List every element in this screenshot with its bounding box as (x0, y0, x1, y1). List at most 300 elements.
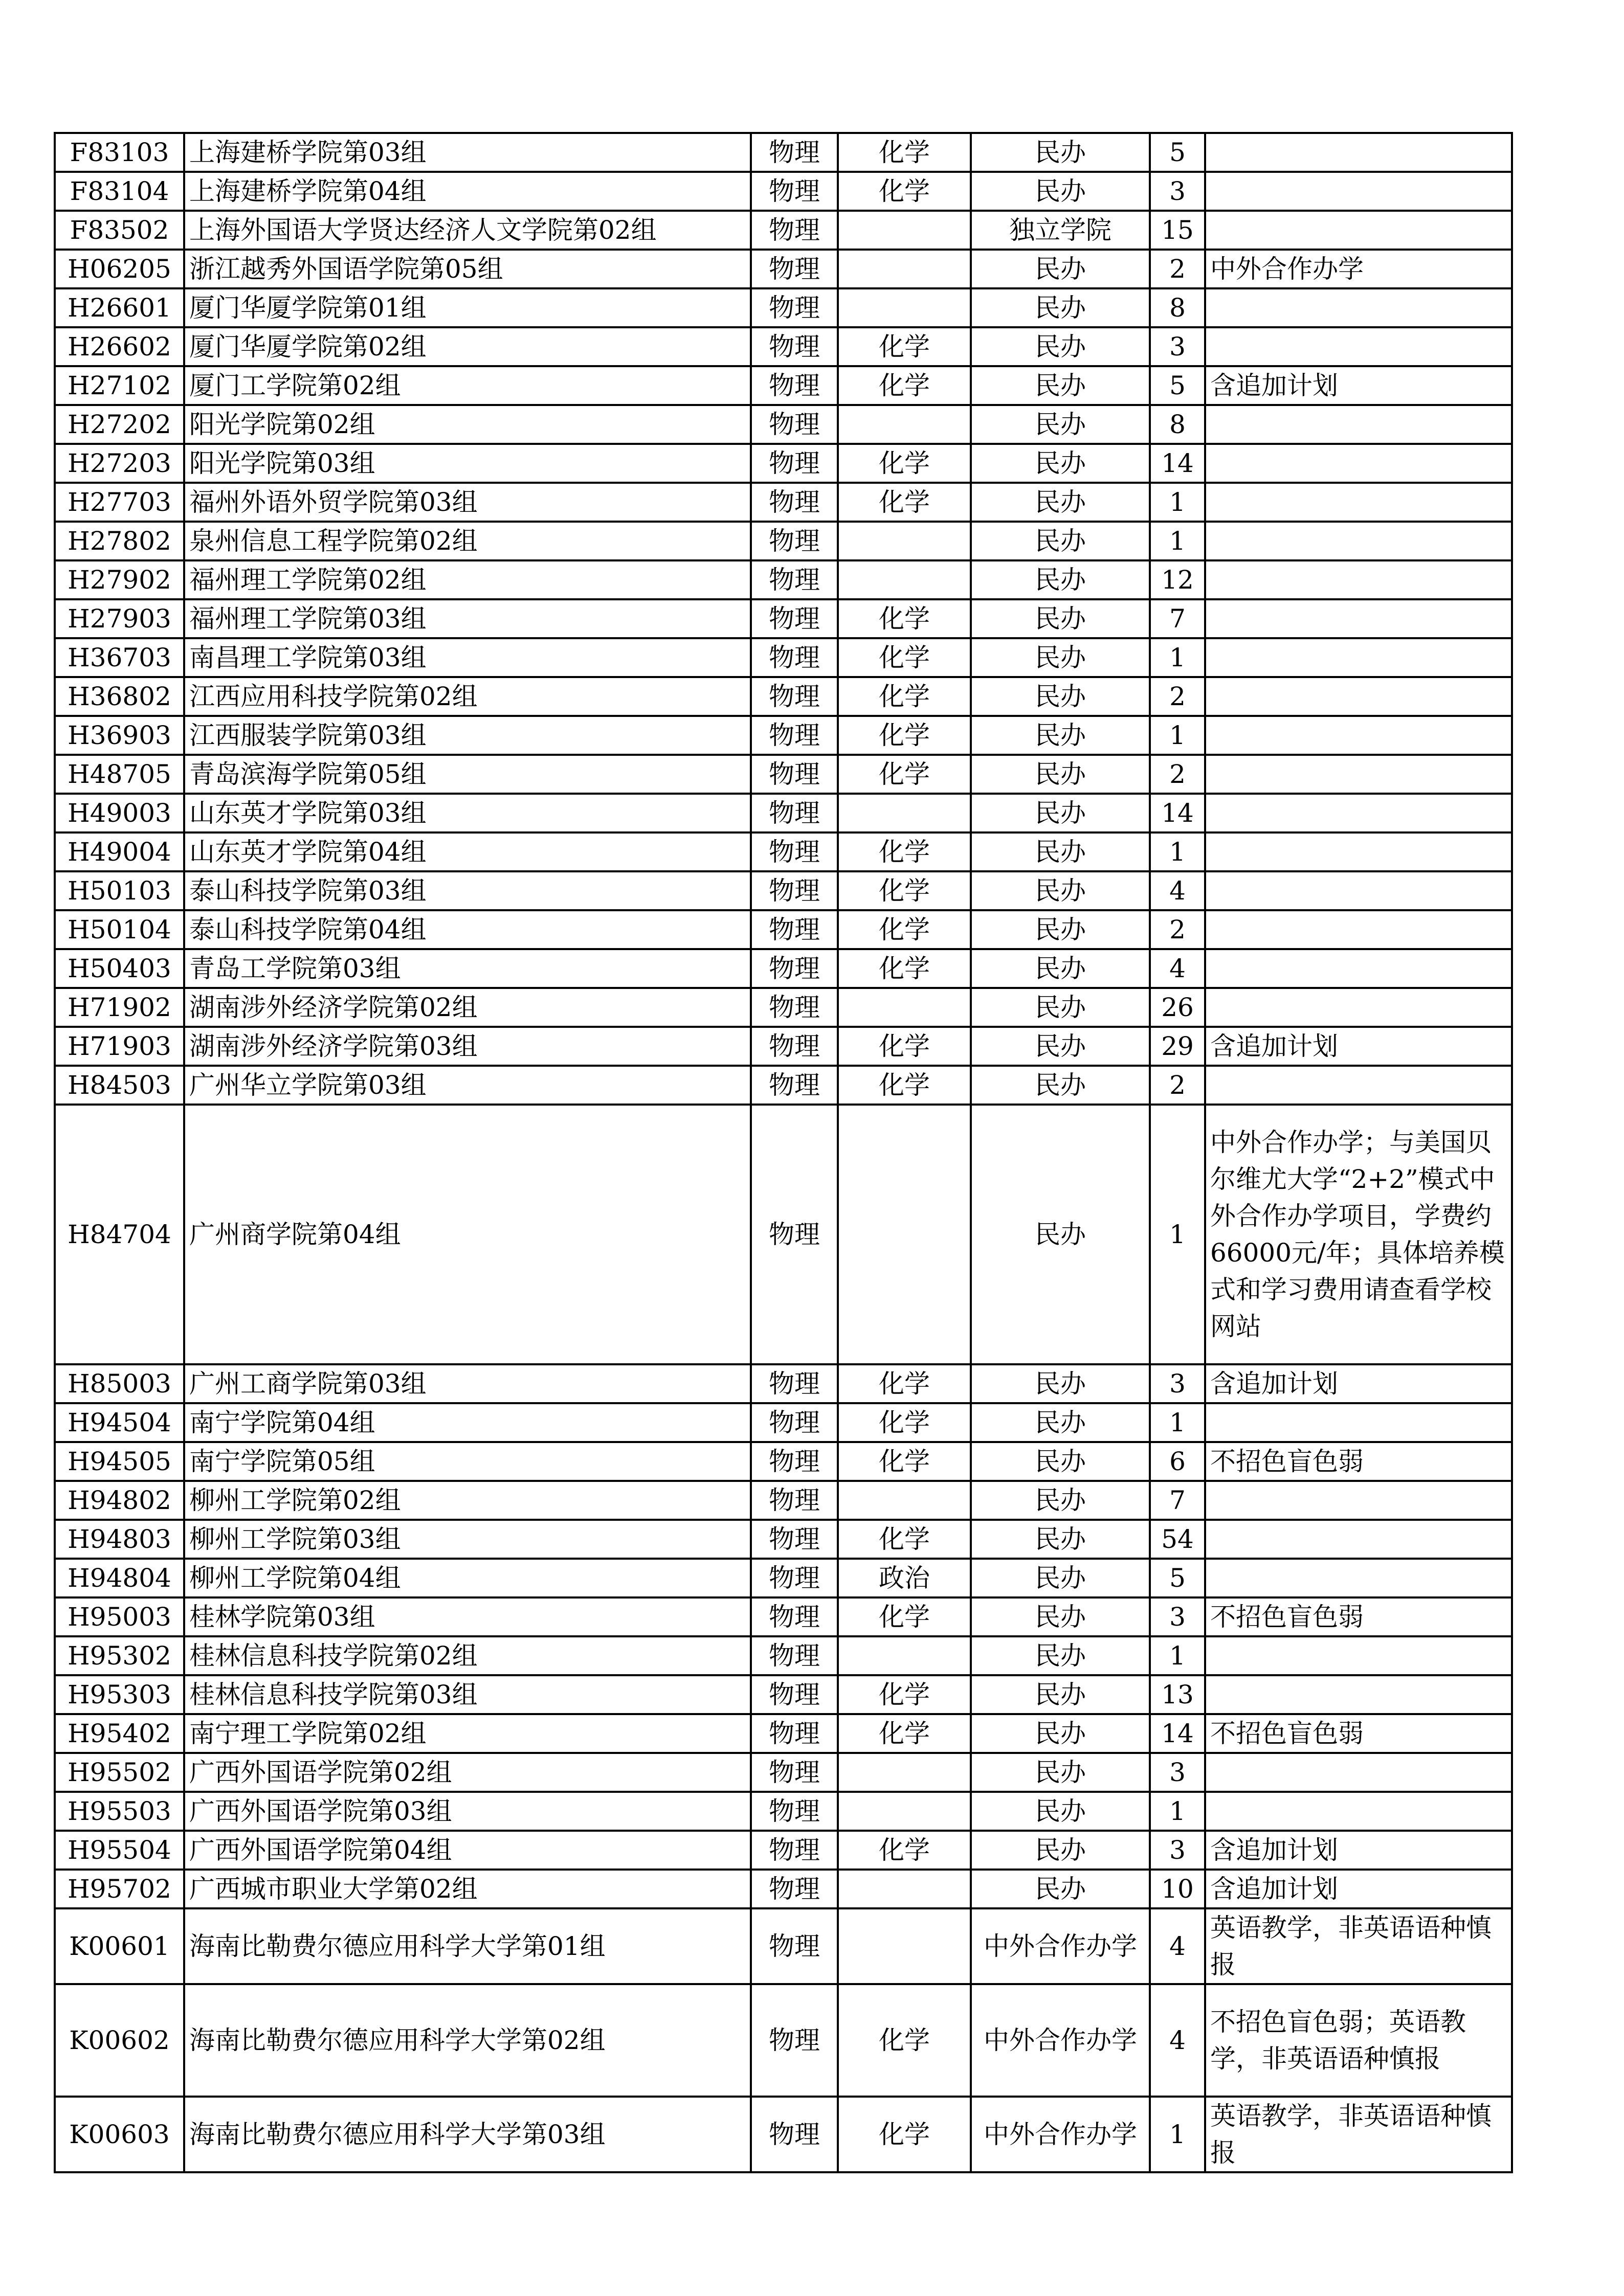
secondary-subject-cell: 化学 (838, 1597, 971, 1636)
plan-count-cell: 8 (1150, 405, 1205, 444)
school-type-cell: 民办 (971, 677, 1150, 716)
school-group-name-cell: 浙江越秀外国语学院第05组 (184, 250, 751, 288)
secondary-subject-cell: 化学 (838, 910, 971, 949)
secondary-subject-cell (838, 1636, 971, 1675)
school-type-cell: 民办 (971, 910, 1150, 949)
school-type-cell: 中外合作办学 (971, 1908, 1150, 1984)
table-row (55, 1559, 1512, 1597)
school-code-cell: H27102 (55, 366, 184, 405)
school-code-cell: H71902 (55, 988, 184, 1027)
plan-count-cell: 14 (1150, 794, 1205, 832)
secondary-subject-cell (838, 1870, 971, 1908)
school-code-cell: H95503 (55, 1792, 184, 1831)
secondary-subject-cell (838, 250, 971, 288)
secondary-subject-cell (838, 794, 971, 832)
table-row (55, 211, 1512, 250)
table-body (55, 133, 1512, 2172)
primary-subject-cell: 物理 (751, 560, 838, 599)
remarks-cell (1205, 755, 1512, 794)
school-group-name-cell: 青岛滨海学院第05组 (184, 755, 751, 794)
secondary-subject-cell: 化学 (838, 133, 971, 172)
secondary-subject-cell: 化学 (838, 366, 971, 405)
remarks-cell: 不招色盲色弱 (1205, 1442, 1512, 1481)
school-group-name-cell: 桂林学院第03组 (184, 1597, 751, 1636)
school-type-cell: 民办 (971, 1559, 1150, 1597)
school-group-name-cell: 南宁学院第05组 (184, 1442, 751, 1481)
school-type-cell: 民办 (971, 1675, 1150, 1714)
plan-count-cell: 1 (1150, 2097, 1205, 2172)
secondary-subject-cell (838, 560, 971, 599)
school-code-cell: F83103 (55, 133, 184, 172)
secondary-subject-cell: 化学 (838, 2097, 971, 2172)
enrollment-plan-table (54, 132, 1513, 2173)
secondary-subject-cell: 化学 (838, 1520, 971, 1559)
primary-subject-cell: 物理 (751, 250, 838, 288)
secondary-subject-cell: 化学 (838, 949, 971, 988)
table-row (55, 444, 1512, 483)
remarks-cell (1205, 327, 1512, 366)
table-row (55, 755, 1512, 794)
plan-count-cell: 2 (1150, 1066, 1205, 1105)
plan-count-cell: 10 (1150, 1870, 1205, 1908)
secondary-subject-cell: 化学 (838, 172, 971, 211)
table-row (55, 1403, 1512, 1442)
school-code-cell: H48705 (55, 755, 184, 794)
primary-subject-cell: 物理 (751, 1364, 838, 1403)
primary-subject-cell: 物理 (751, 522, 838, 560)
school-type-cell: 中外合作办学 (971, 1984, 1150, 2097)
primary-subject-cell: 物理 (751, 1675, 838, 1714)
school-code-cell: H94504 (55, 1403, 184, 1442)
primary-subject-cell: 物理 (751, 327, 838, 366)
school-group-name-cell: 海南比勒费尔德应用科学大学第03组 (184, 2097, 751, 2172)
primary-subject-cell: 物理 (751, 910, 838, 949)
plan-count-cell: 1 (1150, 1403, 1205, 1442)
plan-count-cell: 5 (1150, 1559, 1205, 1597)
school-group-name-cell: 山东英才学院第04组 (184, 832, 751, 871)
school-code-cell: H94804 (55, 1559, 184, 1597)
school-group-name-cell: 南昌理工学院第03组 (184, 638, 751, 677)
plan-count-cell: 5 (1150, 366, 1205, 405)
remarks-cell (1205, 1792, 1512, 1831)
school-code-cell: K00601 (55, 1908, 184, 1984)
school-type-cell: 民办 (971, 1792, 1150, 1831)
school-group-name-cell: 柳州工学院第04组 (184, 1559, 751, 1597)
school-code-cell: F83502 (55, 211, 184, 250)
school-group-name-cell: 泰山科技学院第04组 (184, 910, 751, 949)
school-group-name-cell: 阳光学院第03组 (184, 444, 751, 483)
secondary-subject-cell: 化学 (838, 638, 971, 677)
plan-count-cell: 1 (1150, 716, 1205, 755)
school-code-cell: H49003 (55, 794, 184, 832)
table-row (55, 1442, 1512, 1481)
table-row (55, 949, 1512, 988)
school-type-cell: 民办 (971, 1105, 1150, 1364)
plan-count-cell: 4 (1150, 1984, 1205, 2097)
secondary-subject-cell (838, 1792, 971, 1831)
plan-count-cell: 14 (1150, 1714, 1205, 1753)
plan-count-cell: 3 (1150, 1831, 1205, 1870)
table-row (55, 405, 1512, 444)
school-type-cell: 民办 (971, 327, 1150, 366)
school-group-name-cell: 青岛工学院第03组 (184, 949, 751, 988)
school-group-name-cell: 广西外国语学院第03组 (184, 1792, 751, 1831)
table-row (55, 1675, 1512, 1714)
plan-count-cell: 2 (1150, 250, 1205, 288)
school-type-cell: 民办 (971, 133, 1150, 172)
plan-count-cell: 29 (1150, 1027, 1205, 1066)
secondary-subject-cell: 化学 (838, 1675, 971, 1714)
secondary-subject-cell: 化学 (838, 755, 971, 794)
plan-count-cell: 1 (1150, 483, 1205, 522)
primary-subject-cell: 物理 (751, 1908, 838, 1984)
table-row (55, 832, 1512, 871)
primary-subject-cell: 物理 (751, 949, 838, 988)
table-row (55, 327, 1512, 366)
primary-subject-cell: 物理 (751, 1403, 838, 1442)
secondary-subject-cell: 化学 (838, 677, 971, 716)
school-type-cell: 民办 (971, 366, 1150, 405)
secondary-subject-cell: 化学 (838, 1027, 971, 1066)
school-group-name-cell: 广西外国语学院第02组 (184, 1753, 751, 1792)
table-row (55, 1364, 1512, 1403)
primary-subject-cell: 物理 (751, 871, 838, 910)
primary-subject-cell: 物理 (751, 1831, 838, 1870)
school-group-name-cell: 福州外语外贸学院第03组 (184, 483, 751, 522)
primary-subject-cell: 物理 (751, 1870, 838, 1908)
school-group-name-cell: 湖南涉外经济学院第02组 (184, 988, 751, 1027)
school-type-cell: 民办 (971, 755, 1150, 794)
school-group-name-cell: 阳光学院第02组 (184, 405, 751, 444)
school-code-cell: H85003 (55, 1364, 184, 1403)
secondary-subject-cell (838, 1753, 971, 1792)
school-group-name-cell: 柳州工学院第03组 (184, 1520, 751, 1559)
school-type-cell: 民办 (971, 560, 1150, 599)
plan-count-cell: 15 (1150, 211, 1205, 250)
table-row (55, 1597, 1512, 1636)
school-type-cell: 民办 (971, 405, 1150, 444)
remarks-cell: 含追加计划 (1205, 1831, 1512, 1870)
plan-count-cell: 4 (1150, 871, 1205, 910)
remarks-cell (1205, 949, 1512, 988)
secondary-subject-cell: 化学 (838, 327, 971, 366)
school-type-cell: 民办 (971, 288, 1150, 327)
primary-subject-cell: 物理 (751, 444, 838, 483)
primary-subject-cell: 物理 (751, 1636, 838, 1675)
secondary-subject-cell: 化学 (838, 1364, 971, 1403)
remarks-cell (1205, 1753, 1512, 1792)
table-row (55, 172, 1512, 211)
primary-subject-cell: 物理 (751, 211, 838, 250)
school-code-cell: H95402 (55, 1714, 184, 1753)
school-group-name-cell: 海南比勒费尔德应用科学大学第02组 (184, 1984, 751, 2097)
plan-count-cell: 1 (1150, 1636, 1205, 1675)
school-group-name-cell: 厦门华厦学院第01组 (184, 288, 751, 327)
school-type-cell: 民办 (971, 871, 1150, 910)
school-group-name-cell: 桂林信息科技学院第03组 (184, 1675, 751, 1714)
school-group-name-cell: 福州理工学院第02组 (184, 560, 751, 599)
table-row (55, 1831, 1512, 1870)
school-type-cell: 民办 (971, 1870, 1150, 1908)
primary-subject-cell: 物理 (751, 1520, 838, 1559)
plan-count-cell: 7 (1150, 599, 1205, 638)
school-group-name-cell: 福州理工学院第03组 (184, 599, 751, 638)
school-code-cell: F83104 (55, 172, 184, 211)
secondary-subject-cell: 化学 (838, 1984, 971, 2097)
table-row (55, 133, 1512, 172)
remarks-cell (1205, 1520, 1512, 1559)
secondary-subject-cell (838, 288, 971, 327)
school-group-name-cell: 江西服装学院第03组 (184, 716, 751, 755)
remarks-cell (1205, 1559, 1512, 1597)
remarks-cell: 不招色盲色弱 (1205, 1714, 1512, 1753)
table-row (55, 910, 1512, 949)
school-code-cell: H50104 (55, 910, 184, 949)
school-group-name-cell: 桂林信息科技学院第02组 (184, 1636, 751, 1675)
remarks-cell (1205, 716, 1512, 755)
remarks-cell: 不招色盲色弱；英语教学，非英语语种慎报 (1205, 1984, 1512, 2097)
secondary-subject-cell (838, 405, 971, 444)
remarks-cell (1205, 910, 1512, 949)
primary-subject-cell: 物理 (751, 794, 838, 832)
table-row (55, 250, 1512, 288)
table-row (55, 1481, 1512, 1520)
school-group-name-cell: 广西外国语学院第04组 (184, 1831, 751, 1870)
remarks-cell (1205, 211, 1512, 250)
remarks-cell (1205, 1066, 1512, 1105)
remarks-cell (1205, 522, 1512, 560)
school-code-cell: H50403 (55, 949, 184, 988)
school-code-cell: H36802 (55, 677, 184, 716)
secondary-subject-cell: 化学 (838, 871, 971, 910)
secondary-subject-cell: 化学 (838, 1714, 971, 1753)
school-code-cell: H84503 (55, 1066, 184, 1105)
school-code-cell: H27202 (55, 405, 184, 444)
table-row (55, 288, 1512, 327)
school-group-name-cell: 广州华立学院第03组 (184, 1066, 751, 1105)
plan-count-cell: 1 (1150, 1792, 1205, 1831)
secondary-subject-cell (838, 1908, 971, 1984)
remarks-cell (1205, 444, 1512, 483)
school-code-cell: K00602 (55, 1984, 184, 2097)
plan-count-cell: 8 (1150, 288, 1205, 327)
plan-count-cell: 13 (1150, 1675, 1205, 1714)
school-type-cell: 民办 (971, 1364, 1150, 1403)
plan-count-cell: 4 (1150, 1908, 1205, 1984)
primary-subject-cell: 物理 (751, 1753, 838, 1792)
school-group-name-cell: 广西城市职业大学第02组 (184, 1870, 751, 1908)
school-code-cell: H84704 (55, 1105, 184, 1364)
school-group-name-cell: 广州工商学院第03组 (184, 1364, 751, 1403)
primary-subject-cell: 物理 (751, 288, 838, 327)
remarks-cell: 英语教学，非英语语种慎报 (1205, 1908, 1512, 1984)
school-code-cell: H95504 (55, 1831, 184, 1870)
plan-count-cell: 12 (1150, 560, 1205, 599)
remarks-cell (1205, 599, 1512, 638)
primary-subject-cell: 物理 (751, 172, 838, 211)
plan-count-cell: 1 (1150, 638, 1205, 677)
table-row (55, 1908, 1512, 1984)
secondary-subject-cell (838, 522, 971, 560)
remarks-cell: 含追加计划 (1205, 366, 1512, 405)
secondary-subject-cell: 化学 (838, 1066, 971, 1105)
primary-subject-cell: 物理 (751, 755, 838, 794)
school-group-name-cell: 厦门工学院第02组 (184, 366, 751, 405)
school-type-cell: 民办 (971, 250, 1150, 288)
school-code-cell: H36703 (55, 638, 184, 677)
table-row (55, 2097, 1512, 2172)
secondary-subject-cell: 化学 (838, 1442, 971, 1481)
school-type-cell: 民办 (971, 444, 1150, 483)
plan-count-cell: 3 (1150, 1753, 1205, 1792)
remarks-cell (1205, 1636, 1512, 1675)
school-type-cell: 民办 (971, 172, 1150, 211)
plan-count-cell: 54 (1150, 1520, 1205, 1559)
table-row (55, 366, 1512, 405)
plan-count-cell: 2 (1150, 677, 1205, 716)
school-code-cell: H95003 (55, 1597, 184, 1636)
remarks-cell (1205, 871, 1512, 910)
school-group-name-cell: 上海建桥学院第03组 (184, 133, 751, 172)
primary-subject-cell: 物理 (751, 1066, 838, 1105)
school-code-cell: K00603 (55, 2097, 184, 2172)
primary-subject-cell: 物理 (751, 483, 838, 522)
table-row (55, 522, 1512, 560)
secondary-subject-cell: 化学 (838, 1403, 971, 1442)
plan-count-cell: 1 (1150, 1105, 1205, 1364)
school-code-cell: H95302 (55, 1636, 184, 1675)
remarks-cell (1205, 483, 1512, 522)
school-type-cell: 民办 (971, 832, 1150, 871)
plan-count-cell: 4 (1150, 949, 1205, 988)
plan-count-cell: 3 (1150, 1597, 1205, 1636)
school-code-cell: H27902 (55, 560, 184, 599)
remarks-cell (1205, 1481, 1512, 1520)
primary-subject-cell: 物理 (751, 638, 838, 677)
plan-count-cell: 3 (1150, 327, 1205, 366)
secondary-subject-cell: 化学 (838, 1831, 971, 1870)
table-row (55, 1636, 1512, 1675)
plan-count-cell: 5 (1150, 133, 1205, 172)
table-row (55, 677, 1512, 716)
school-type-cell: 民办 (971, 638, 1150, 677)
school-type-cell: 民办 (971, 483, 1150, 522)
primary-subject-cell: 物理 (751, 832, 838, 871)
school-code-cell: H94803 (55, 1520, 184, 1559)
school-type-cell: 民办 (971, 1403, 1150, 1442)
secondary-subject-cell: 政治 (838, 1559, 971, 1597)
school-type-cell: 民办 (971, 1597, 1150, 1636)
plan-count-cell: 6 (1150, 1442, 1205, 1481)
plan-count-cell: 26 (1150, 988, 1205, 1027)
school-type-cell: 民办 (971, 1442, 1150, 1481)
school-code-cell: H95502 (55, 1753, 184, 1792)
school-code-cell: H27903 (55, 599, 184, 638)
school-type-cell: 民办 (971, 1636, 1150, 1675)
table-row (55, 1105, 1512, 1364)
remarks-cell (1205, 405, 1512, 444)
school-type-cell: 民办 (971, 1714, 1150, 1753)
remarks-cell (1205, 832, 1512, 871)
remarks-cell (1205, 1403, 1512, 1442)
school-type-cell: 民办 (971, 1831, 1150, 1870)
secondary-subject-cell: 化学 (838, 444, 971, 483)
secondary-subject-cell (838, 1481, 971, 1520)
remarks-cell: 含追加计划 (1205, 1027, 1512, 1066)
table-row (55, 1520, 1512, 1559)
school-code-cell: H26601 (55, 288, 184, 327)
school-group-name-cell: 广州商学院第04组 (184, 1105, 751, 1364)
remarks-cell (1205, 133, 1512, 172)
school-code-cell: H95702 (55, 1870, 184, 1908)
primary-subject-cell: 物理 (751, 599, 838, 638)
school-group-name-cell: 江西应用科技学院第02组 (184, 677, 751, 716)
plan-count-cell: 2 (1150, 755, 1205, 794)
plan-count-cell: 7 (1150, 1481, 1205, 1520)
plan-count-cell: 3 (1150, 172, 1205, 211)
table-row (55, 871, 1512, 910)
table-row (55, 1984, 1512, 2097)
school-code-cell: H27203 (55, 444, 184, 483)
school-code-cell: H27802 (55, 522, 184, 560)
secondary-subject-cell: 化学 (838, 832, 971, 871)
school-code-cell: H50103 (55, 871, 184, 910)
primary-subject-cell: 物理 (751, 1984, 838, 2097)
school-type-cell: 民办 (971, 794, 1150, 832)
school-type-cell: 民办 (971, 1066, 1150, 1105)
school-group-name-cell: 南宁学院第04组 (184, 1403, 751, 1442)
school-code-cell: H94802 (55, 1481, 184, 1520)
school-type-cell: 独立学院 (971, 211, 1150, 250)
plan-count-cell: 2 (1150, 910, 1205, 949)
primary-subject-cell: 物理 (751, 716, 838, 755)
remarks-cell (1205, 172, 1512, 211)
plan-count-cell: 1 (1150, 522, 1205, 560)
school-code-cell: H49004 (55, 832, 184, 871)
school-group-name-cell: 上海建桥学院第04组 (184, 172, 751, 211)
primary-subject-cell: 物理 (751, 366, 838, 405)
school-group-name-cell: 厦门华厦学院第02组 (184, 327, 751, 366)
primary-subject-cell: 物理 (751, 1792, 838, 1831)
secondary-subject-cell (838, 211, 971, 250)
school-code-cell: H06205 (55, 250, 184, 288)
secondary-subject-cell: 化学 (838, 599, 971, 638)
remarks-cell (1205, 1675, 1512, 1714)
table-row (55, 988, 1512, 1027)
table-row (55, 560, 1512, 599)
school-type-cell: 民办 (971, 522, 1150, 560)
table-row (55, 1714, 1512, 1753)
table-row (55, 716, 1512, 755)
school-group-name-cell: 海南比勒费尔德应用科学大学第01组 (184, 1908, 751, 1984)
school-type-cell: 民办 (971, 949, 1150, 988)
table-row (55, 638, 1512, 677)
school-type-cell: 民办 (971, 1753, 1150, 1792)
primary-subject-cell: 物理 (751, 1442, 838, 1481)
school-type-cell: 民办 (971, 1520, 1150, 1559)
school-type-cell: 中外合作办学 (971, 2097, 1150, 2172)
primary-subject-cell: 物理 (751, 1027, 838, 1066)
secondary-subject-cell: 化学 (838, 483, 971, 522)
school-group-name-cell: 泉州信息工程学院第02组 (184, 522, 751, 560)
remarks-cell (1205, 288, 1512, 327)
primary-subject-cell: 物理 (751, 1714, 838, 1753)
remarks-cell: 含追加计划 (1205, 1870, 1512, 1908)
primary-subject-cell: 物理 (751, 2097, 838, 2172)
remarks-cell (1205, 794, 1512, 832)
school-code-cell: H27703 (55, 483, 184, 522)
school-group-name-cell: 上海外国语大学贤达经济人文学院第02组 (184, 211, 751, 250)
